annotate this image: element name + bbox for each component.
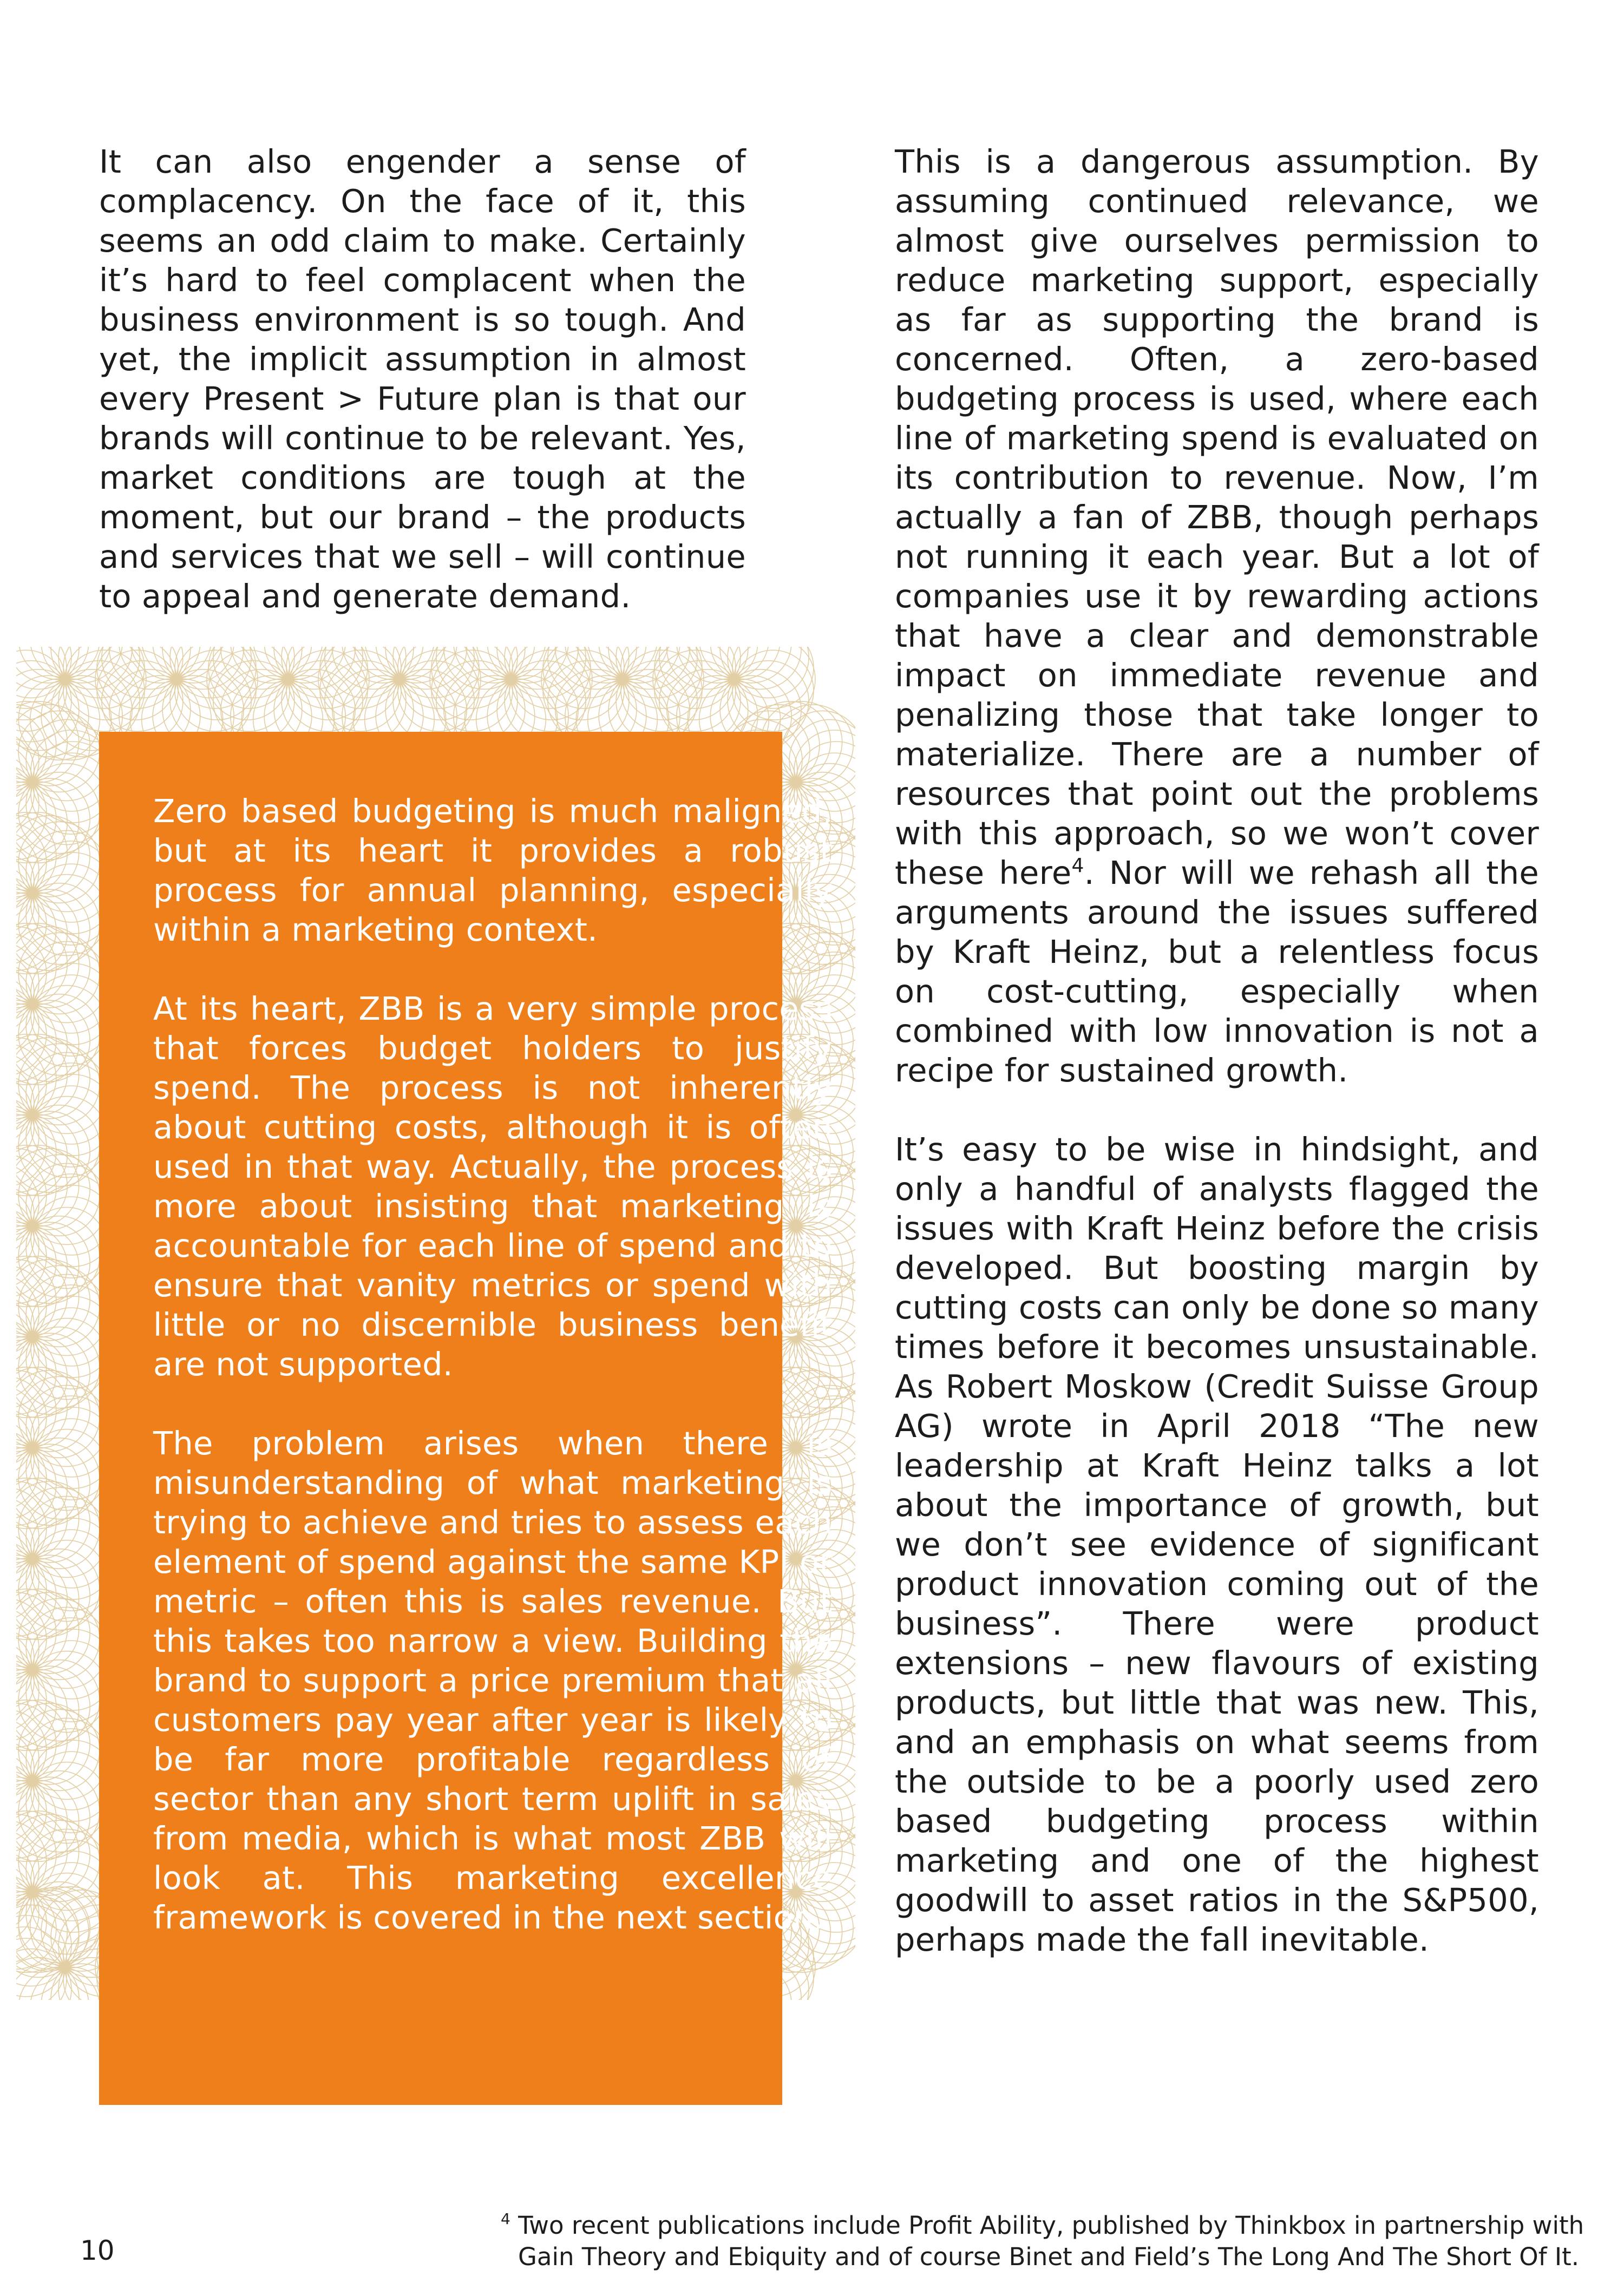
footnote — [501, 2210, 1584, 2273]
callout-paragraph-2: At its heart, ZBB is a very simple process that forces budget holders to justify spend. The process is not inherently about cutting costs, although it is often used in that way. Actually, the process is more about insisting that marketing is accountable for each line of spend and to ensure that vanity metrics or spend with little or no discernible business benefit are not supported. — [153, 990, 833, 1383]
footnote-line-2: Gain Theory and Ebiquity and of course Binet and Field’s The Long And The Short Of It. — [518, 2242, 1580, 2271]
zbb-callout-box — [99, 732, 833, 2105]
footnote-marker: 4 — [501, 2210, 510, 2228]
callout-paragraph-3: The problem arises when there is misunderstanding of what marketing is trying to achieve and tries to assess each element of spend against the same KPI or metric – often this is sales revenue. But this takes too narrow a view. Building the brand to support a price premium that all customers pay year after year is likely to be far more profitable regardless of sector than any short term uplift in sales from media, which is what most ZBB will look at. This marketing excellence framework is covered in the next section. — [153, 1425, 833, 1936]
right-column — [895, 142, 1539, 1959]
left-paragraph-1: It can also engender a sense of complacency. On the face of it, this seems an odd claim to make. Certainly it’s hard to feel complacent when the business environment is so tough. And yet, the implicit assumption in almost every Present > Future plan is that our brands will continue to be relevant. Yes, market conditions are tough at the moment, but our brand – the products and services that we sell – will continue to appeal and generate demand. — [99, 143, 746, 615]
footnote-line-1 — [501, 2210, 1584, 2241]
right-paragraph-1-text: This is a dangerous assumption. By assuming continued relevance, we almost give ourselves permission to reduce marketing support, especially as far as supporting the brand is concerned. Often, a zero-based budgeting process is used, where each line of marketing spend is evaluated on its contribution to revenue. Now, I’m actually a fan of ZBB, though perhaps not running it each year. But a lot of companies use it by rewarding actions that have a clear and demonstrable impact on immediate revenue and penalizing those that take longer to materialize. There are a number of resources that point out the problems with this approach, so we won’t cover these here — [895, 143, 1539, 891]
footnote-line-1-text: Two recent publications include Profit Ability, published by Thinkbox in partnership with — [518, 2211, 1584, 2240]
left-column — [99, 142, 746, 616]
callout-paragraph-1: Zero based budgeting is much maligned, but at its heart it provides a robust process for annual planning, especially within a marketing context. — [153, 792, 833, 948]
page-number: 10 — [80, 2235, 115, 2266]
footnote-reference: 4 — [1071, 855, 1084, 877]
right-paragraph-1 — [895, 142, 1539, 1090]
right-paragraph-1-continued: . Nor will we rehash all the arguments around the issues suffered by Kraft Heinz, but a relentless focus on cost-cutting, especially when combined with low innovation is not a recipe for sustained growth. — [895, 854, 1539, 1089]
callout-text — [153, 791, 833, 1937]
right-paragraph-2: It’s easy to be wise in hindsight, and only a handful of analysts flagged the issues with Kraft Heinz before the crisis developed. But boosting margin by cutting costs can only be done so many times before it becomes unsustainable. As Robert Moskow (Credit Suisse Group AG) wrote in April 2018 “The new leadership at Kraft Heinz talks a lot about the importance of growth, but we don’t see evidence of significant product innovation coming out of the business”. There were product extensions – new flavours of existing products, but little that was new. This, and an emphasis on what seems from the outside to be a poorly used zero based budgeting process within marketing and one of the highest goodwill to asset ratios in the S&P500, perhaps made the fall inevitable. — [895, 1131, 1539, 1958]
